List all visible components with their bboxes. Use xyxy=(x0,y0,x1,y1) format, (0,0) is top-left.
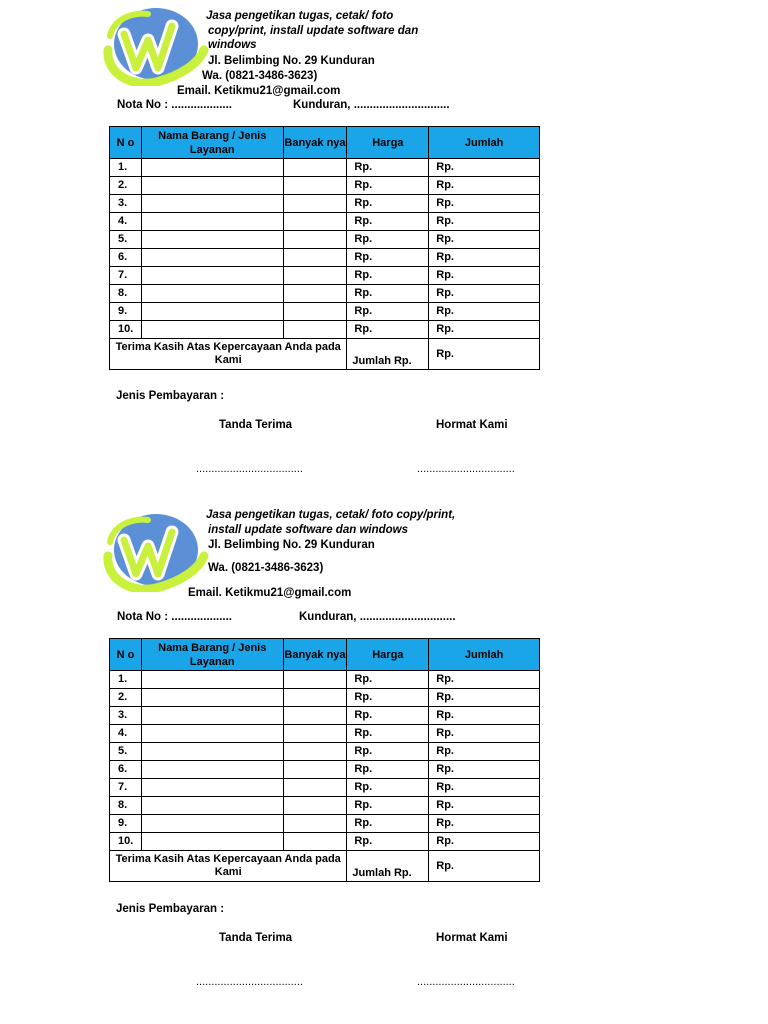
payment-method-label: Jenis Pembayaran : xyxy=(116,390,225,402)
city-date: Kunduran, .............................. xyxy=(299,611,456,623)
row-number: 2. xyxy=(110,177,142,195)
qty-cell[interactable] xyxy=(283,833,347,851)
col-no-header: N o xyxy=(110,127,142,159)
price-cell[interactable]: Rp. xyxy=(347,195,429,213)
col-total-header: Jumlah xyxy=(429,127,540,159)
row-number: 4. xyxy=(110,725,142,743)
qty-cell[interactable] xyxy=(283,671,347,689)
price-cell[interactable]: Rp. xyxy=(347,797,429,815)
item-cell[interactable] xyxy=(141,249,283,267)
thanks-text: Terima Kasih Atas Kepercayaan Anda pada Kami xyxy=(115,853,341,878)
total-cell[interactable]: Rp. xyxy=(429,213,540,231)
received-label: Tanda Terima xyxy=(219,419,293,431)
table-row xyxy=(110,267,540,285)
table-row xyxy=(110,725,540,743)
item-cell[interactable] xyxy=(141,285,283,303)
header-services: copy/print, install update software dan xyxy=(208,25,419,37)
total-cell[interactable]: Rp. xyxy=(429,195,540,213)
total-cell[interactable]: Rp. xyxy=(429,779,540,797)
table-header-row xyxy=(110,127,540,159)
grand-total-value[interactable]: Rp. xyxy=(429,851,540,882)
table-row xyxy=(110,689,540,707)
thanks-message xyxy=(110,339,347,370)
row-number: 10. xyxy=(110,321,142,339)
price-cell[interactable]: Rp. xyxy=(347,761,429,779)
grand-total-value[interactable]: Rp. xyxy=(429,339,540,370)
item-cell[interactable] xyxy=(141,815,283,833)
col-qty-header: Banyak nya xyxy=(283,127,347,159)
price-cell[interactable]: Rp. xyxy=(347,671,429,689)
table-row xyxy=(110,797,540,815)
total-cell[interactable]: Rp. xyxy=(429,303,540,321)
thanks-text: Terima Kasih Atas Kepercayaan Anda pada Kami xyxy=(115,341,341,366)
qty-cell[interactable] xyxy=(283,761,347,779)
total-cell[interactable]: Rp. xyxy=(429,725,540,743)
table-header-row xyxy=(110,639,540,671)
w-logo-icon xyxy=(100,512,210,592)
header-email: Email. Ketikmu21@gmail.com xyxy=(188,587,352,599)
total-cell[interactable]: Rp. xyxy=(429,249,540,267)
table-footer-row xyxy=(110,339,540,370)
table-row xyxy=(110,707,540,725)
item-cell[interactable] xyxy=(141,195,283,213)
table-row xyxy=(110,195,540,213)
price-cell[interactable]: Rp. xyxy=(347,707,429,725)
qty-cell[interactable] xyxy=(283,321,347,339)
row-number: 9. xyxy=(110,815,142,833)
header-address: Jl. Belimbing No. 29 Kunduran xyxy=(208,55,375,67)
col-price-header: Harga xyxy=(347,639,429,671)
qty-cell[interactable] xyxy=(283,195,347,213)
item-cell[interactable] xyxy=(141,267,283,285)
total-cell[interactable]: Rp. xyxy=(429,671,540,689)
total-cell[interactable]: Rp. xyxy=(429,159,540,177)
qty-cell[interactable] xyxy=(283,797,347,815)
total-cell[interactable]: Rp. xyxy=(429,321,540,339)
qty-cell[interactable] xyxy=(283,159,347,177)
item-cell[interactable] xyxy=(141,177,283,195)
total-cell[interactable]: Rp. xyxy=(429,689,540,707)
price-cell[interactable]: Rp. xyxy=(347,779,429,797)
regards-label: Hormat Kami xyxy=(436,932,508,944)
row-number: 8. xyxy=(110,285,142,303)
row-number: 1. xyxy=(110,671,142,689)
col-price-header: Harga xyxy=(347,127,429,159)
table-row xyxy=(110,815,540,833)
signature-line-left: ................................... xyxy=(196,463,303,475)
price-cell[interactable]: Rp. xyxy=(347,213,429,231)
grand-total-label: Jumlah Rp. xyxy=(347,339,429,370)
row-number: 6. xyxy=(110,761,142,779)
item-cell[interactable] xyxy=(141,833,283,851)
total-cell[interactable]: Rp. xyxy=(429,815,540,833)
received-label: Tanda Terima xyxy=(219,932,293,944)
item-cell[interactable] xyxy=(141,761,283,779)
table-row xyxy=(110,177,540,195)
table-footer-row xyxy=(110,851,540,882)
row-number: 4. xyxy=(110,213,142,231)
header-services: windows xyxy=(208,39,257,51)
nota-number: Nota No : ................... xyxy=(117,99,233,111)
qty-cell[interactable] xyxy=(283,303,347,321)
item-cell[interactable] xyxy=(141,707,283,725)
total-cell[interactable]: Rp. xyxy=(429,797,540,815)
price-cell[interactable]: Rp. xyxy=(347,321,429,339)
total-cell[interactable]: Rp. xyxy=(429,231,540,249)
item-cell[interactable] xyxy=(141,321,283,339)
header-services: install update software dan windows xyxy=(208,524,408,536)
row-number: 6. xyxy=(110,249,142,267)
items-table xyxy=(109,126,540,370)
header-address: Jl. Belimbing No. 29 Kunduran xyxy=(208,539,375,551)
qty-cell[interactable] xyxy=(283,815,347,833)
header-phone: Wa. (0821-3486-3623) xyxy=(208,562,324,574)
price-cell[interactable]: Rp. xyxy=(347,815,429,833)
w-logo-icon xyxy=(100,6,210,86)
table-row xyxy=(110,833,540,851)
price-cell[interactable]: Rp. xyxy=(347,285,429,303)
items-table xyxy=(109,638,540,882)
col-item-header: Nama Barang / Jenis Layanan xyxy=(141,639,283,671)
price-cell[interactable]: Rp. xyxy=(347,231,429,249)
col-no-header: N o xyxy=(110,639,142,671)
qty-cell[interactable] xyxy=(283,285,347,303)
nota-number: Nota No : ................... xyxy=(117,611,233,623)
table-row xyxy=(110,779,540,797)
item-cell[interactable] xyxy=(141,231,283,249)
item-cell[interactable] xyxy=(141,689,283,707)
price-cell[interactable]: Rp. xyxy=(347,725,429,743)
total-cell[interactable]: Rp. xyxy=(429,177,540,195)
header-phone: Wa. (0821-3486-3623) xyxy=(202,70,318,82)
item-cell[interactable] xyxy=(141,725,283,743)
table-row xyxy=(110,761,540,779)
item-cell[interactable] xyxy=(141,303,283,321)
total-cell[interactable]: Rp. xyxy=(429,761,540,779)
total-cell[interactable]: Rp. xyxy=(429,833,540,851)
qty-cell[interactable] xyxy=(283,779,347,797)
qty-cell[interactable] xyxy=(283,725,347,743)
row-number: 7. xyxy=(110,267,142,285)
city-date: Kunduran, .............................. xyxy=(293,99,450,111)
row-number: 7. xyxy=(110,779,142,797)
table-row xyxy=(110,321,540,339)
qty-cell[interactable] xyxy=(283,231,347,249)
row-number: 9. xyxy=(110,303,142,321)
row-number: 3. xyxy=(110,195,142,213)
table-row xyxy=(110,743,540,761)
header-email: Email. Ketikmu21@gmail.com xyxy=(177,85,341,97)
header-services: Jasa pengetikan tugas, cetak/ foto copy/print, xyxy=(206,509,456,521)
table-row xyxy=(110,231,540,249)
qty-cell[interactable] xyxy=(283,267,347,285)
item-cell[interactable] xyxy=(141,159,283,177)
item-cell[interactable] xyxy=(141,779,283,797)
item-cell[interactable] xyxy=(141,671,283,689)
signature-line-right: ................................ xyxy=(417,976,515,988)
price-cell[interactable]: Rp. xyxy=(347,267,429,285)
qty-cell[interactable] xyxy=(283,707,347,725)
price-cell[interactable]: Rp. xyxy=(347,249,429,267)
thanks-message xyxy=(110,851,347,882)
qty-cell[interactable] xyxy=(283,743,347,761)
signature-line-right: ................................ xyxy=(417,463,515,475)
price-cell[interactable]: Rp. xyxy=(347,833,429,851)
regards-label: Hormat Kami xyxy=(436,419,508,431)
table-row xyxy=(110,285,540,303)
grand-total-label: Jumlah Rp. xyxy=(347,851,429,882)
qty-cell[interactable] xyxy=(283,689,347,707)
price-cell[interactable]: Rp. xyxy=(347,177,429,195)
col-qty-header: Banyak nya xyxy=(283,639,347,671)
signature-line-left: ................................... xyxy=(196,976,303,988)
col-item-header: Nama Barang / Jenis Layanan xyxy=(141,127,283,159)
qty-cell[interactable] xyxy=(283,249,347,267)
total-cell[interactable]: Rp. xyxy=(429,707,540,725)
row-number: 5. xyxy=(110,231,142,249)
table-row xyxy=(110,159,540,177)
row-number: 3. xyxy=(110,707,142,725)
row-number: 8. xyxy=(110,797,142,815)
price-cell[interactable]: Rp. xyxy=(347,303,429,321)
total-cell[interactable]: Rp. xyxy=(429,267,540,285)
table-row xyxy=(110,671,540,689)
item-cell[interactable] xyxy=(141,743,283,761)
table-row xyxy=(110,249,540,267)
payment-method-label: Jenis Pembayaran : xyxy=(116,903,225,915)
price-cell[interactable]: Rp. xyxy=(347,159,429,177)
price-cell[interactable]: Rp. xyxy=(347,689,429,707)
total-cell[interactable]: Rp. xyxy=(429,743,540,761)
table-row xyxy=(110,303,540,321)
qty-cell[interactable] xyxy=(283,213,347,231)
qty-cell[interactable] xyxy=(283,177,347,195)
row-number: 5. xyxy=(110,743,142,761)
col-total-header: Jumlah xyxy=(429,639,540,671)
price-cell[interactable]: Rp. xyxy=(347,743,429,761)
row-number: 10. xyxy=(110,833,142,851)
header-services: Jasa pengetikan tugas, cetak/ foto xyxy=(206,10,394,22)
item-cell[interactable] xyxy=(141,213,283,231)
row-number: 2. xyxy=(110,689,142,707)
total-cell[interactable]: Rp. xyxy=(429,285,540,303)
item-cell[interactable] xyxy=(141,797,283,815)
row-number: 1. xyxy=(110,159,142,177)
table-row xyxy=(110,213,540,231)
